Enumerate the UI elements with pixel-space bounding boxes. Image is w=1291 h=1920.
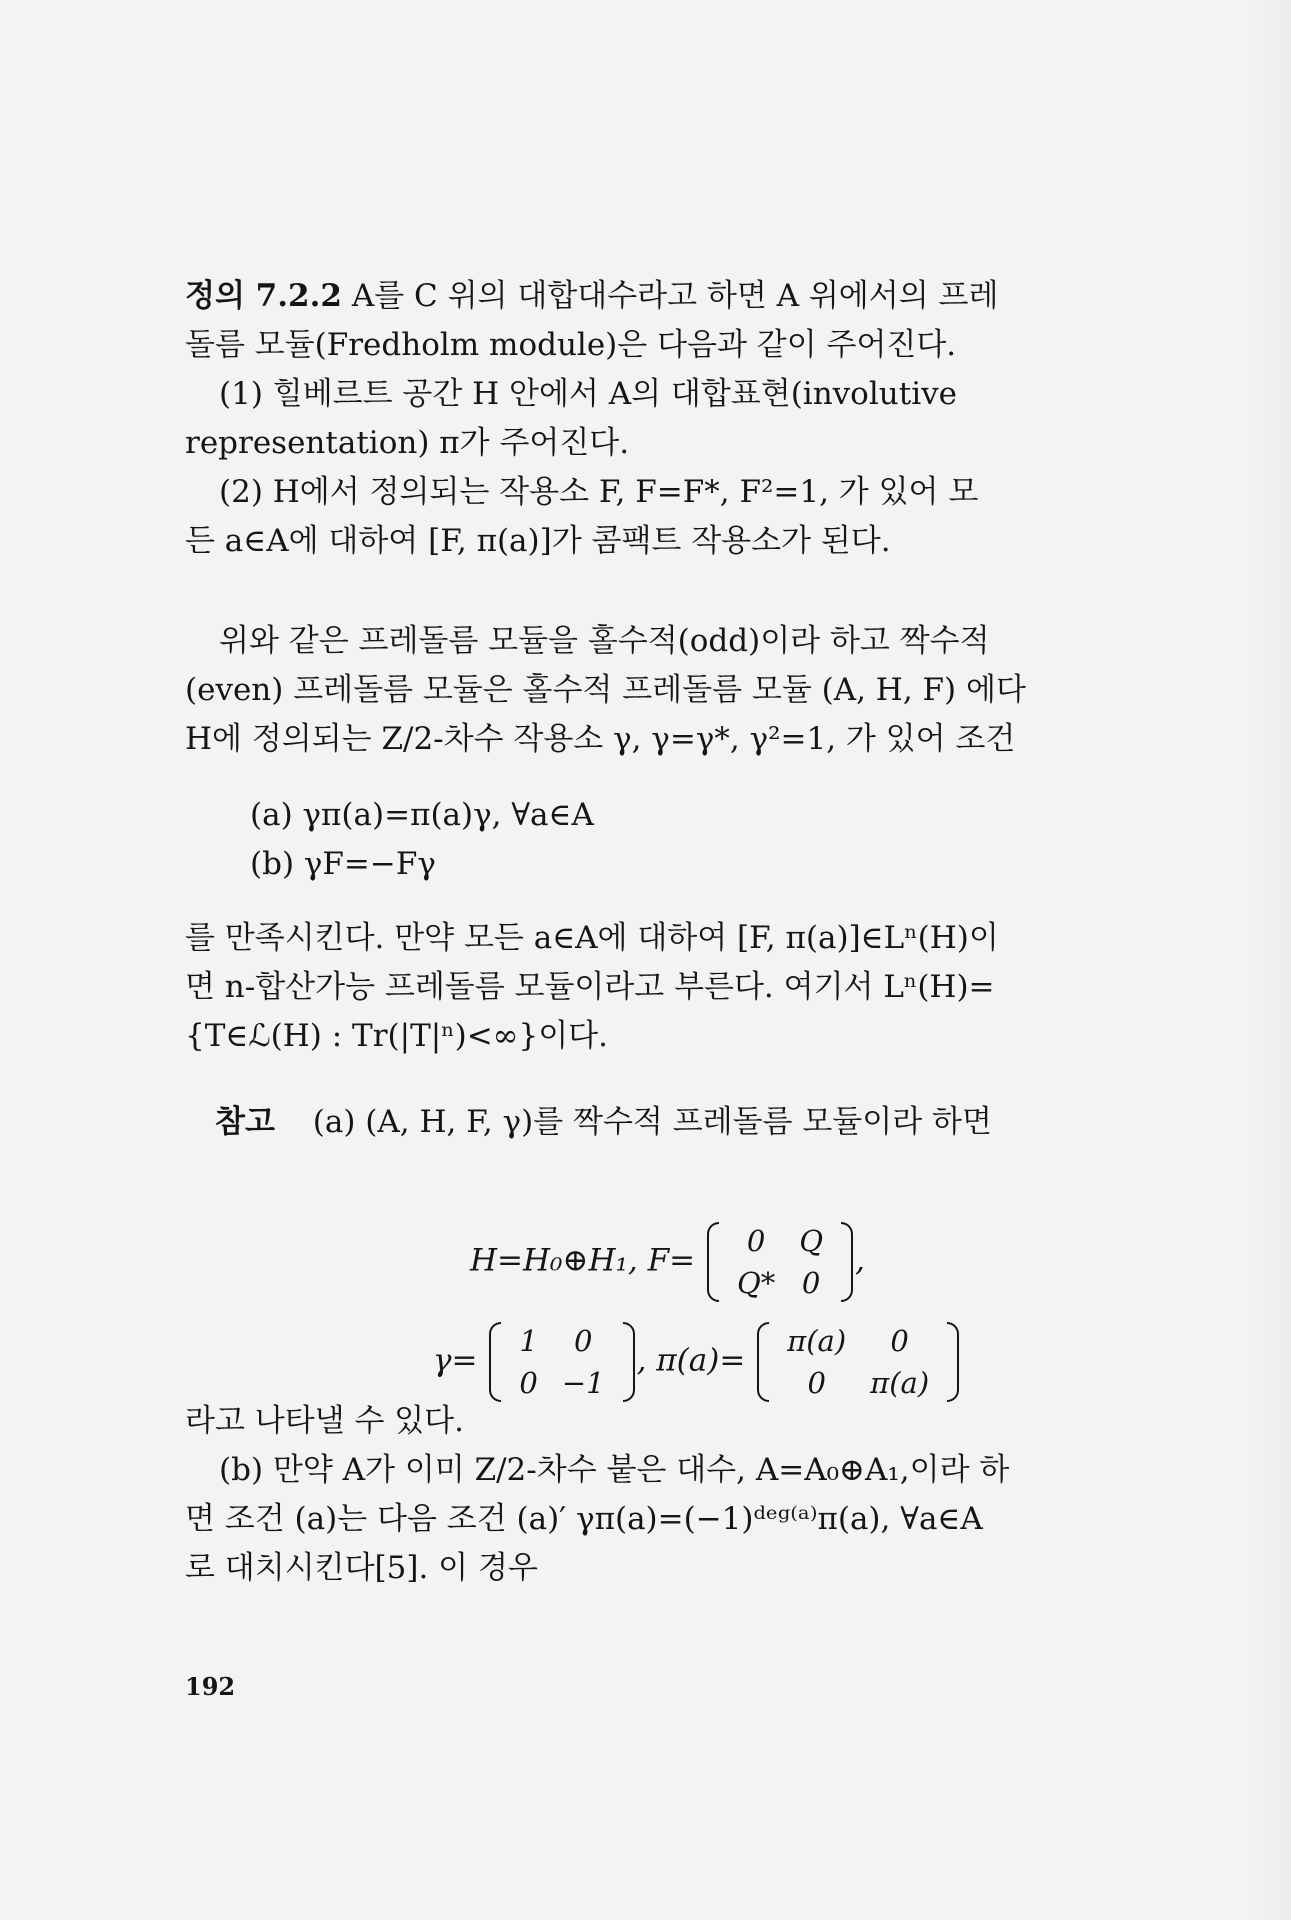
matrix-cell: −1 — [561, 1366, 605, 1400]
equation-1 — [470, 1220, 865, 1304]
item-1-line-1: (1) 힐베르트 공간 H 안에서 A의 대합표현(involutive — [219, 376, 957, 412]
condition-a: (a) γπ(a)=π(a)γ, ∀a∈A — [250, 797, 594, 833]
para2-line-3: H에 정의되는 Z/2-차수 작용소 γ, γ=γ*, γ²=1, 가 있어 조건 — [185, 721, 1016, 757]
equation-2 — [433, 1320, 961, 1404]
scan-edge-shadow — [1251, 0, 1291, 1920]
closing-line-3: 면 조건 (a)는 다음 조건 (a)′ γπ(a)=(−1)ᵈᵉᵍ⁽ᵃ⁾π(a), ∀a∈A — [185, 1501, 983, 1537]
matrix-cell: Q — [799, 1224, 824, 1258]
closing-line-2: (b) 만약 A가 이미 Z/2-차수 붙은 대수, A=A₀⊕A₁,이라 하 — [219, 1452, 1010, 1488]
condition-b: (b) γF=−Fγ — [250, 846, 436, 882]
matrix-gamma — [487, 1320, 636, 1404]
eq1-comma: , — [855, 1242, 865, 1279]
matrix-cell: π(a) — [870, 1366, 930, 1400]
matrix-cell: Q* — [736, 1266, 776, 1300]
matrix-cell: 0 — [746, 1224, 766, 1258]
definition-label: 정의 7.2.2 — [185, 278, 342, 314]
closing-block — [185, 1397, 1145, 1593]
page-number: 192 — [185, 1672, 236, 1701]
matrix-cell: 1 — [519, 1324, 538, 1358]
matrix-F — [705, 1220, 855, 1304]
remark-heading: 참고 — [215, 1104, 275, 1140]
matrix-cell: 0 — [807, 1366, 826, 1400]
matrix-cell: π(a) — [787, 1324, 847, 1358]
remark-line — [215, 1098, 992, 1147]
para2-line-2: (even) 프레돌름 모듈은 홀수적 프레돌름 모듈 (A, H, F) 에다 — [185, 672, 1026, 708]
paragraph-summable — [185, 914, 1145, 1061]
para2-line-6: {T∈ℒ(H) : Tr(|T|ⁿ)<∞}이다. — [185, 1018, 608, 1054]
item-1-line-2: representation) π가 주어진다. — [185, 425, 630, 461]
closing-line-4: 로 대치시킨다[5]. 이 경우 — [185, 1550, 538, 1586]
eq2-gamma: γ= — [433, 1342, 478, 1379]
definition-text-1: A를 C 위의 대합대수라고 하면 A 위에서의 프레 — [351, 278, 999, 314]
item-2-line-2: 든 a∈A에 대하여 [F, π(a)]가 콤팩트 작용소가 된다. — [185, 523, 891, 559]
matrix-cell: 0 — [573, 1324, 593, 1358]
eq2-pi: , π(a)= — [636, 1342, 746, 1379]
definition-line-2: 돌름 모듈(Fredholm module)은 다음과 같이 주어진다. — [185, 327, 957, 363]
eq1-F: F= — [647, 1242, 696, 1279]
para2-line-1: 위와 같은 프레돌름 모듈을 홀수적(odd)이라 하고 짝수적 — [219, 623, 990, 659]
matrix-cell: 0 — [519, 1366, 538, 1400]
definition-line-1 — [185, 272, 1145, 321]
para2-line-5: 면 n-합산가능 프레돌름 모듈이라고 부른다. 여기서 Lⁿ(H)= — [185, 969, 995, 1005]
eq1-decomposition: H=H₀⊕H₁, — [470, 1242, 638, 1279]
remark-text: (a) (A, H, F, γ)를 짝수적 프레돌름 모듈이라 하면 — [312, 1104, 992, 1140]
item-2-line-1: (2) H에서 정의되는 작용소 F, F=F*, F²=1, 가 있어 모 — [219, 474, 979, 510]
para2-line-4: 를 만족시킨다. 만약 모든 a∈A에 대하여 [F, π(a)]∈Lⁿ(H)이 — [185, 920, 999, 956]
matrix-cell: 0 — [801, 1266, 821, 1300]
matrix-cell: 0 — [890, 1324, 909, 1358]
paragraph-even-module — [185, 617, 1145, 764]
matrix-pi — [755, 1320, 961, 1404]
closing-line-1: 라고 나타낼 수 있다. — [185, 1403, 464, 1439]
definition-block — [185, 272, 1145, 566]
